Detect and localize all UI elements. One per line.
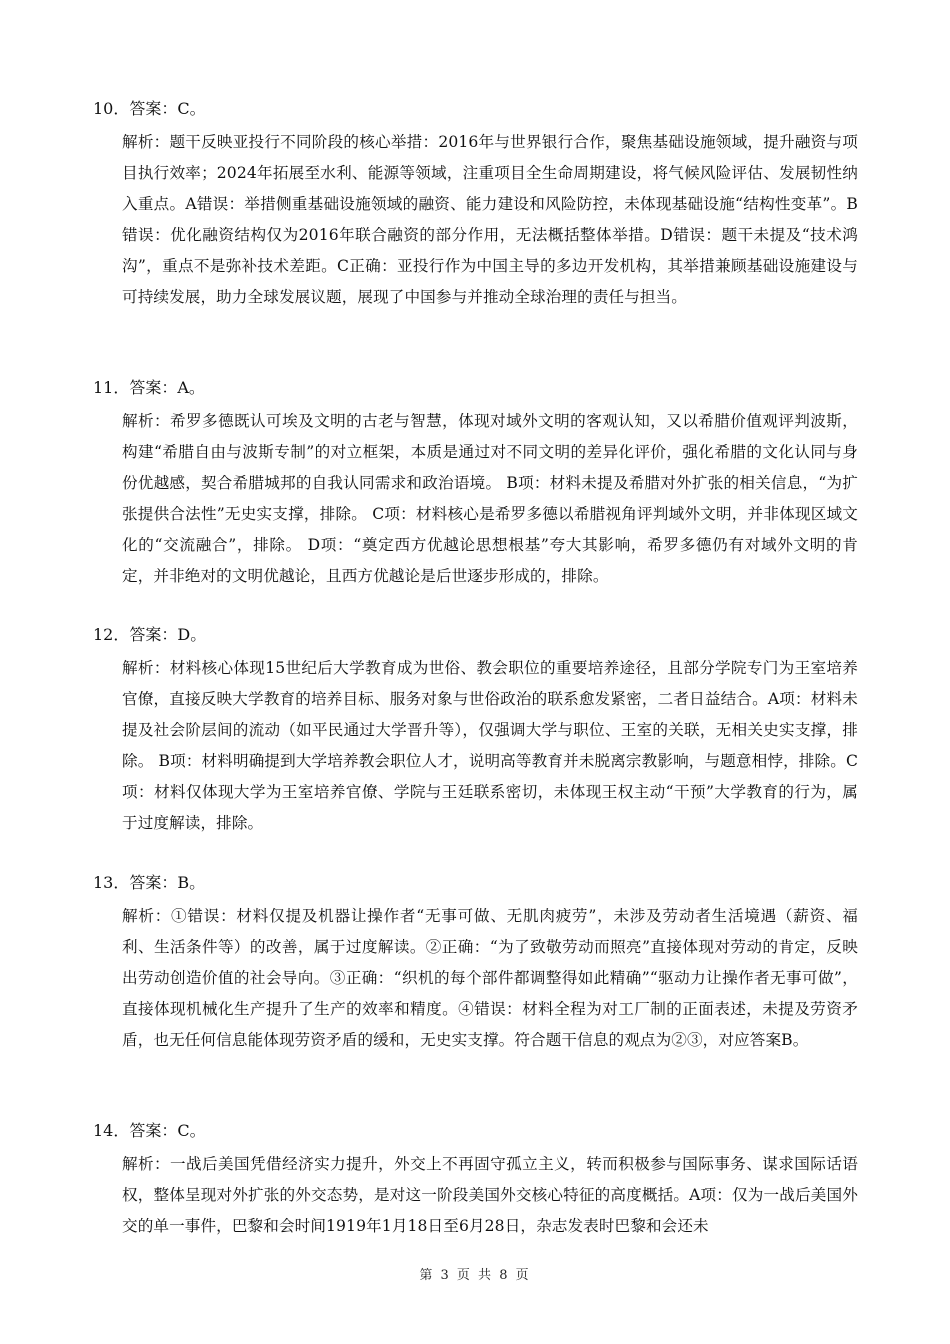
analysis-paragraph: 解析：一战后美国凭借经济实力提升，外交上不再固守孤立主义，转而积极参与国际事务、谋求国际话语权，整体呈现对外扩张的外交态势，是对这一阶段美国外交核心特征的高度概括。A项：仅为一战后美国外交的单一事件，巴黎和会时间1919年1月18日至6月28日，杂志发表时巴黎和会还未 [122, 1155, 858, 1235]
analysis-paragraph: 解析：希罗多德既认可埃及文明的古老与智慧，体现对域外文明的客观认知，又以希腊价值观评判波斯，构建“希腊自由与波斯专制”的对立框架，本质是通过对不同文明的差异化评价，强化希腊的文化认同与身份优越感，契合希腊城邦的自我认同需求和政治语境。 B项：材料未提及希腊对外扩张的相关信息，“为扩张提供合法性”无史实支撑，排除。 C项：材料核心是希罗多德以希腊视角评判域外文明，并非体现区域文化的“交流融合”，排除。 D项：“奠定西方优越论思想根基”夸大其影响，希罗多德仍有对域外文明的肯定，并非绝对的文明优越论，且西方优越论是后世逐步形成的，排除。 [122, 412, 858, 585]
answer-line: 12．答案：D。 [93, 625, 207, 644]
analysis-paragraph: 解析：材料核心体现15世纪后大学教育成为世俗、教会职位的重要培养途径，且部分学院专门为王室培养官僚，直接反映大学教育的培养目标、服务对象与世俗政治的联系愈发紧密，二者日益结合。A项：材料未提及社会阶层间的流动（如平民通过大学晋升等），仅强调大学与职位、王室的关联，无相关史实支撑，排除。 B项：材料明确提到大学培养教会职位人才，说明高等教育并未脱离宗教影响，与题意相悖，排除。C项：材料仅体现大学为王室培养官僚、学院与王廷联系密切，未体现王权主动“干预”大学教育的行为，属于过度解读，排除。 [122, 659, 858, 832]
analysis-paragraph: 解析：①错误：材料仅提及机器让操作者“无事可做、无肌肉疲劳”，未涉及劳动者生活境遇（薪资、福利、生活条件等）的改善，属于过度解读。②正确：“为了致敬劳动而照亮”直接体现对劳动的肯定，反映出劳动创造价值的社会导向。③正确：“织机的每个部件都调整得如此精确”“驱动力让操作者无事可做”，直接体现机械化生产提升了生产的效率和精度。④错误：材料全程为对工厂制的正面表述，未提及劳资矛盾，也无任何信息能体现劳资矛盾的缓和，无史实支撑。符合题干信息的观点为②③，对应答案B。 [122, 907, 858, 1049]
answer-line: 14．答案：C。 [93, 1121, 206, 1140]
answer-line: 10．答案：C。 [93, 99, 206, 118]
answer-line: 13．答案：B。 [93, 873, 206, 892]
analysis-paragraph: 解析：题干反映亚投行不同阶段的核心举措：2016年与世界银行合作，聚焦基础设施领域，提升融资与项目执行效率；2024年拓展至水利、能源等领域，注重项目全生命周期建设，将气候风险评估、发展韧性纳入重点。A错误：举措侧重基础设施领域的融资、能力建设和风险防控，未体现基础设施“结构性变革”。B错误：优化融资结构仅为2016年联合融资的部分作用，无法概括整体举措。D错误：题干未提及“技术鸿沟”，重点不是弥补技术差距。C正确：亚投行作为中国主导的多边开发机构，其举措兼顾基础设施建设与可持续发展，助力全球发展议题，展现了中国参与并推动全球治理的责任与担当。 [122, 133, 858, 306]
answer-line: 11．答案：A。 [93, 378, 205, 397]
page-number: 第 3 页 共 8 页 [419, 1268, 531, 1283]
